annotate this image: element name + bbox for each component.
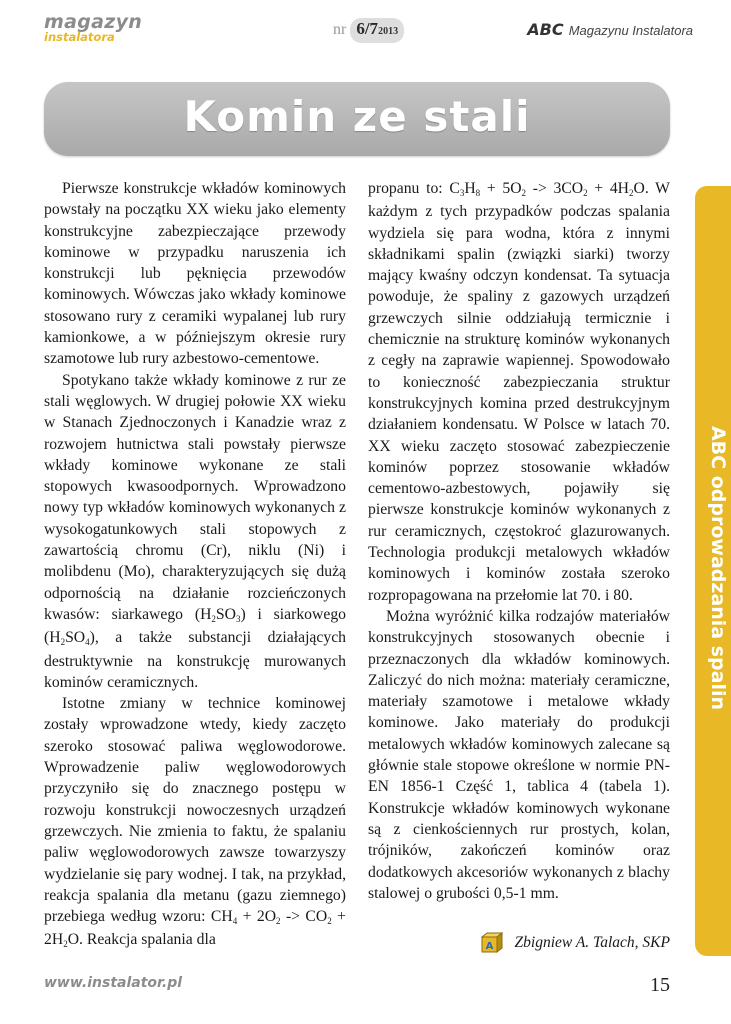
paragraph: Istotne zmiany w technice kominowej zostały wprowadzone wtedy, kiedy zaczęto szeroko stosować paliwa węglowodorowe. Wprowadzenie paliw węglowodorowych przyczyniło się do znacznego postępu w rozwoju konstrukcji nowoczesnych urządzeń grzewczych. Nie zmienia to faktu, że spalaniu paliw węglowodorowych zawsze towarzyszy wydzielanie się pary wodnej. I tak, na przykład, reakcja spalania dla metanu (gazu ziemnego) przebiega według wzoru: CH4 + 2O2 -> CO2 + 2H2O. Reakcja spalania dla (44, 695, 346, 950)
section-header (527, 19, 693, 42)
svg-text:A: A (486, 941, 494, 952)
article-column-right (368, 178, 670, 904)
abc-mark: ABC (527, 20, 564, 39)
paragraph: Pierwsze konstrukcje wkładów kominowych powstały na początku XX wieku jako elementy konstrukcyjne zabezpieczające przewody kominowe w przypadku naruszenia ich konstrukcji lub pęknięcia przewodów kominowych. Wówczas jako wkłady kominowe stosowano rury z ceramiki wypalanej lub rury kamionkowe, a w późniejszym okresie rury szamotowe lub rury azbestowo-cementowe. (44, 180, 346, 368)
article-title: Komin ze stali (183, 92, 531, 141)
section-name: Magazynu Instalatora (568, 23, 693, 38)
issue-number: 6/7 (356, 19, 379, 38)
paragraph: Można wyróżnić kilka rodzajów materiałów konstrukcyjnych stosowanych obecnie i przeznaczonych dla wkładów kominowych. Zaliczyć do nich można: materiały ceramiczne, materiały szamotowe i metalowe wkłady kominowe. Jako materiały do produkcji metalowych wkładów kominowych zalecane są głównie stale stopowe określone w normie PN-EN 1856-1 Część 1, tablica 4 (tabela 1). Konstrukcje wkładów kominowych wykonane są z cienkościennych rur prostych, kolan, trójników, zakończeń kominów oraz dodatkowych akcesoriów wykonanych z blachy stalowej o grubości 0,5-1 mm. (368, 607, 670, 902)
article-column-left (44, 178, 346, 953)
issue-prefix: nr (333, 21, 347, 38)
paragraph: Spotykano także wkłady kominowe z rur ze stali węglowych. W drugiej połowie XX wieku w Stanach Zjednoczonych i Kanadzie wraz z rozwojem hutnictwa stali powstały pierwsze wkłady kominowe wykonane ze stali stopowych kwasoodpornych. Wprowadzono nowy typ wkładów kominowych wykonanych z wysokogatunkowych stali stopowych z zawartością chromu (Cr), niklu (Ni) i molibdenu (Mo), charakteryzujących się dużą odpornością na działanie rozcieńczonych kwasów: siarkawego (H2SO3) i siarkowego (H2SO4), a także substancji działających destruktywnie na konstrukcję murowanych kominów ceramicznych. (44, 371, 347, 691)
side-tab (695, 186, 731, 956)
page-number: 15 (650, 974, 670, 996)
paragraph: propanu to: C3H8 + 5O2 -> 3CO2 + 4H2O. W każdym z tych przypadków podczas spalania wydziela się para wodna, która z innymi składnikami spalin (związki siarki) tworzy mający kwaśny odczyn kondensat. Ta sytuacja powoduje, że spaliny z gazowych urządzeń grzewczych silnie oddziałują termicznie i chemicznie na strukturę kominów wykonanych z cegły na zaprawie wapiennej. Spowodowało to konieczność zabezpieczania struktur konstrukcyjnych komina przed destrukcyjnym działaniem kondensatu. W Polsce w latach 70. XX wieku zaczęto stosować zabezpieczenie kominów poprzez stosowanie wkładów cementowo-azbestowych, pojawiły się pierwsze konstrukcje kominów wykonanych z rur ceramicznych, częstokroć glazurowanych. Technologia produkcji metalowych wkładów kominowych i kominów została szeroko rozpropagowana na przełomie lat 70. i 80. (368, 180, 670, 604)
magazine-logo (44, 12, 148, 46)
author-name: Zbigniew A. Talach, SKP (514, 934, 670, 951)
footer-url[interactable]: www.instalator.pl (44, 975, 183, 991)
abc-blocks-icon (481, 932, 503, 954)
title-banner (44, 82, 670, 156)
author-line (470, 932, 670, 958)
issue-year: 2013 (378, 26, 399, 37)
issue-label (333, 18, 404, 43)
side-tab-label: ABC odprowadzania spalin (707, 425, 729, 711)
logo-magazyn-text: magazyn (44, 11, 143, 33)
issue-badge (350, 18, 404, 43)
logo-instalatora-text: instalatora (44, 30, 115, 44)
